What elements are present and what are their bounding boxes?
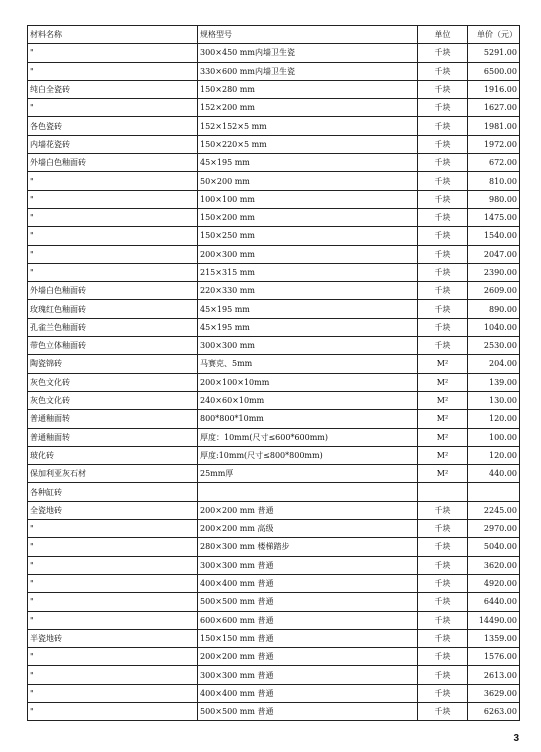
cell-unit-price: 6440.00 <box>468 593 520 611</box>
cell-unit-price: 130.00 <box>468 391 520 409</box>
page-number: 3 <box>513 733 519 744</box>
cell-material-name: " <box>28 556 198 574</box>
cell-unit: M² <box>418 373 468 391</box>
cell-unit: 千块 <box>418 245 468 263</box>
cell-unit-price: 1040.00 <box>468 318 520 336</box>
cell-spec: 厚度：10mm(尺寸≤600*600mm) <box>198 428 418 446</box>
cell-unit-price: 890.00 <box>468 300 520 318</box>
cell-unit: 千块 <box>418 501 468 519</box>
cell-unit: 千块 <box>418 556 468 574</box>
cell-unit-price: 5291.00 <box>468 44 520 62</box>
cell-unit-price: 1916.00 <box>468 80 520 98</box>
table-row <box>28 154 520 172</box>
table-row <box>28 574 520 592</box>
cell-unit-price: 1359.00 <box>468 629 520 647</box>
cell-material-name: " <box>28 702 198 720</box>
cell-material-name: 灰色文化砖 <box>28 391 198 409</box>
table-row <box>28 337 520 355</box>
cell-unit: M² <box>418 355 468 373</box>
cell-material-name: " <box>28 593 198 611</box>
cell-unit: 千块 <box>418 520 468 538</box>
cell-material-name: " <box>28 648 198 666</box>
cell-unit-price: 2245.00 <box>468 501 520 519</box>
cell-material-name: 半瓷地砖 <box>28 629 198 647</box>
cell-spec: 600×600 mm 普通 <box>198 611 418 629</box>
cell-unit: 千块 <box>418 99 468 117</box>
cell-spec: 200×200 mm 普通 <box>198 648 418 666</box>
cell-unit: 千块 <box>418 135 468 153</box>
cell-unit-price: 2613.00 <box>468 666 520 684</box>
cell-unit-price: 6263.00 <box>468 702 520 720</box>
cell-unit-price: 810.00 <box>468 172 520 190</box>
table-row <box>28 446 520 464</box>
cell-spec: 152×152×5 mm <box>198 117 418 135</box>
cell-unit: 千块 <box>418 318 468 336</box>
cell-spec: 45×195 mm <box>198 300 418 318</box>
cell-material-name: " <box>28 538 198 556</box>
table-header-row <box>28 26 520 44</box>
cell-unit-price: 1981.00 <box>468 117 520 135</box>
cell-unit: M² <box>418 465 468 483</box>
cell-material-name: " <box>28 245 198 263</box>
table-row <box>28 62 520 80</box>
table-row <box>28 465 520 483</box>
cell-material-name: " <box>28 684 198 702</box>
cell-unit-price: 1627.00 <box>468 99 520 117</box>
cell-spec: 厚度:10mm(尺寸≤800*800mm) <box>198 446 418 464</box>
cell-unit: 千块 <box>418 44 468 62</box>
cell-unit: 千块 <box>418 593 468 611</box>
cell-unit-price: 120.00 <box>468 410 520 428</box>
cell-unit-price: 1576.00 <box>468 648 520 666</box>
table-row <box>28 227 520 245</box>
cell-material-name: " <box>28 666 198 684</box>
cell-spec: 300×300 mm 普通 <box>198 556 418 574</box>
table-row <box>28 172 520 190</box>
table-row <box>28 391 520 409</box>
cell-unit-price: 440.00 <box>468 465 520 483</box>
cell-material-name: 外墙白色釉面砖 <box>28 282 198 300</box>
table-row <box>28 684 520 702</box>
cell-material-name: " <box>28 190 198 208</box>
cell-unit: 千块 <box>418 80 468 98</box>
table-row <box>28 263 520 281</box>
cell-unit-price: 120.00 <box>468 446 520 464</box>
header-unit: 单位 <box>418 26 468 44</box>
cell-spec: 200×300 mm <box>198 245 418 263</box>
cell-unit: 千块 <box>418 208 468 226</box>
cell-unit: 千块 <box>418 574 468 592</box>
cell-unit: 千块 <box>418 263 468 281</box>
cell-unit-price: 139.00 <box>468 373 520 391</box>
cell-spec: 45×195 mm <box>198 154 418 172</box>
cell-material-name: 普通釉面转 <box>28 428 198 446</box>
cell-unit-price: 6500.00 <box>468 62 520 80</box>
table-row <box>28 666 520 684</box>
cell-unit-price: 2390.00 <box>468 263 520 281</box>
table-row <box>28 410 520 428</box>
cell-unit: 千块 <box>418 611 468 629</box>
table-row <box>28 80 520 98</box>
cell-spec: 500×500 mm 普通 <box>198 702 418 720</box>
cell-unit-price: 1475.00 <box>468 208 520 226</box>
cell-unit: 千块 <box>418 648 468 666</box>
table-row <box>28 593 520 611</box>
table-row <box>28 190 520 208</box>
table-row <box>28 300 520 318</box>
cell-unit-price: 3629.00 <box>468 684 520 702</box>
cell-material-name: " <box>28 172 198 190</box>
cell-unit-price: 100.00 <box>468 428 520 446</box>
cell-material-name: 孔雀兰色釉面砖 <box>28 318 198 336</box>
cell-unit: 千块 <box>418 190 468 208</box>
table-row <box>28 428 520 446</box>
cell-unit: 千块 <box>418 117 468 135</box>
table-row <box>28 245 520 263</box>
table-row <box>28 355 520 373</box>
cell-spec: 150×250 mm <box>198 227 418 245</box>
cell-unit: 千块 <box>418 684 468 702</box>
table-row <box>28 282 520 300</box>
cell-spec: 220×330 mm <box>198 282 418 300</box>
cell-material-name: " <box>28 611 198 629</box>
cell-material-name: " <box>28 62 198 80</box>
cell-material-name: 全瓷地砖 <box>28 501 198 519</box>
cell-spec: 150×150 mm 普通 <box>198 629 418 647</box>
cell-unit-price: 1972.00 <box>468 135 520 153</box>
cell-unit: 千块 <box>418 538 468 556</box>
header-spec: 规格型号 <box>198 26 418 44</box>
cell-material-name: 各色瓷砖 <box>28 117 198 135</box>
table-row <box>28 44 520 62</box>
table-row <box>28 611 520 629</box>
cell-spec <box>198 483 418 501</box>
cell-spec: 200×200 mm 普通 <box>198 501 418 519</box>
cell-spec: 150×280 mm <box>198 80 418 98</box>
cell-unit-price: 1540.00 <box>468 227 520 245</box>
table-row <box>28 117 520 135</box>
cell-unit: 千块 <box>418 337 468 355</box>
cell-material-name: 各种缸砖 <box>28 483 198 501</box>
cell-material-name: " <box>28 263 198 281</box>
table-body <box>28 44 520 721</box>
cell-spec: 215×315 mm <box>198 263 418 281</box>
table-row <box>28 648 520 666</box>
cell-spec: 280×300 mm 楼梯踏步 <box>198 538 418 556</box>
cell-spec: 800*800*10mm <box>198 410 418 428</box>
cell-unit: M² <box>418 410 468 428</box>
cell-spec: 150×200 mm <box>198 208 418 226</box>
table-row <box>28 556 520 574</box>
cell-unit-price: 3620.00 <box>468 556 520 574</box>
cell-unit: 千块 <box>418 666 468 684</box>
cell-unit-price: 2970.00 <box>468 520 520 538</box>
cell-unit-price: 672.00 <box>468 154 520 172</box>
cell-unit-price: 2047.00 <box>468 245 520 263</box>
table-row <box>28 208 520 226</box>
table-row <box>28 483 520 501</box>
table-row <box>28 135 520 153</box>
cell-unit: 千块 <box>418 154 468 172</box>
cell-material-name: 玫瑰红色釉面砖 <box>28 300 198 318</box>
cell-material-name: 保加利亚灰石材 <box>28 465 198 483</box>
cell-material-name: 普通釉面转 <box>28 410 198 428</box>
cell-material-name: 灰色文化砖 <box>28 373 198 391</box>
cell-material-name: 纯白全瓷砖 <box>28 80 198 98</box>
cell-unit <box>418 483 468 501</box>
cell-spec: 300×300 mm <box>198 337 418 355</box>
table-row <box>28 538 520 556</box>
cell-unit: M² <box>418 391 468 409</box>
cell-unit: 千块 <box>418 702 468 720</box>
cell-unit-price: 204.00 <box>468 355 520 373</box>
cell-spec: 200×100×10mm <box>198 373 418 391</box>
cell-unit-price: 2530.00 <box>468 337 520 355</box>
cell-material-name: " <box>28 208 198 226</box>
cell-material-name: 玻化砖 <box>28 446 198 464</box>
cell-material-name: 内墙花瓷砖 <box>28 135 198 153</box>
cell-material-name: 外墙白色釉面砖 <box>28 154 198 172</box>
cell-unit-price: 980.00 <box>468 190 520 208</box>
cell-material-name: " <box>28 227 198 245</box>
cell-spec: 400×400 mm 普通 <box>198 574 418 592</box>
cell-spec: 150×220×5 mm <box>198 135 418 153</box>
table-row <box>28 702 520 720</box>
cell-spec: 300×300 mm 普通 <box>198 666 418 684</box>
cell-unit: 千块 <box>418 300 468 318</box>
cell-unit: 千块 <box>418 227 468 245</box>
cell-spec: 200×200 mm 高级 <box>198 520 418 538</box>
cell-material-name: 带色立体釉面砖 <box>28 337 198 355</box>
cell-spec: 152×200 mm <box>198 99 418 117</box>
cell-material-name: 陶瓷锦砖 <box>28 355 198 373</box>
cell-unit-price: 14490.00 <box>468 611 520 629</box>
cell-unit: M² <box>418 446 468 464</box>
cell-material-name: " <box>28 520 198 538</box>
cell-spec: 45×195 mm <box>198 318 418 336</box>
table-row <box>28 373 520 391</box>
header-material-name: 材料名称 <box>28 26 198 44</box>
cell-spec: 50×200 mm <box>198 172 418 190</box>
table-row <box>28 99 520 117</box>
cell-unit: 千块 <box>418 282 468 300</box>
cell-spec: 马赛克、5mm <box>198 355 418 373</box>
cell-spec: 300×450 mm内墙卫生瓷 <box>198 44 418 62</box>
cell-unit-price: 4920.00 <box>468 574 520 592</box>
cell-unit: M² <box>418 428 468 446</box>
cell-spec: 100×100 mm <box>198 190 418 208</box>
table-row <box>28 318 520 336</box>
cell-spec: 330×600 mm内墙卫生瓷 <box>198 62 418 80</box>
table-row <box>28 501 520 519</box>
cell-material-name: " <box>28 99 198 117</box>
cell-spec: 400×400 mm 普通 <box>198 684 418 702</box>
header-unit-price: 单价（元） <box>468 26 520 44</box>
cell-unit-price: 2609.00 <box>468 282 520 300</box>
cell-spec: 240×60×10mm <box>198 391 418 409</box>
price-table <box>27 25 520 721</box>
cell-spec: 25mm厚 <box>198 465 418 483</box>
cell-unit-price <box>468 483 520 501</box>
cell-material-name: " <box>28 574 198 592</box>
table-row <box>28 520 520 538</box>
table-row <box>28 629 520 647</box>
cell-unit: 千块 <box>418 629 468 647</box>
cell-unit: 千块 <box>418 172 468 190</box>
cell-spec: 500×500 mm 普通 <box>198 593 418 611</box>
cell-material-name: " <box>28 44 198 62</box>
cell-unit: 千块 <box>418 62 468 80</box>
cell-unit-price: 5040.00 <box>468 538 520 556</box>
